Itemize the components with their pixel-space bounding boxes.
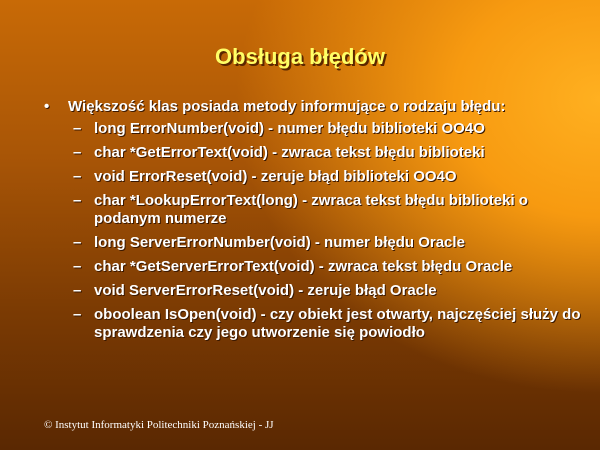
dash-icon: – [73, 282, 82, 299]
dash-icon: – [73, 168, 82, 185]
list-item [73, 282, 584, 300]
list-item [73, 168, 584, 186]
copyright-footer: © Instytut Informatyki Politechniki Poznańskiej - JJ [44, 419, 274, 431]
dash-icon: – [73, 144, 82, 161]
dash-icon: – [73, 258, 82, 275]
list-item [73, 144, 584, 162]
list-item [73, 192, 584, 228]
dash-icon: – [73, 234, 82, 251]
list-item-text: void ErrorReset(void) - zeruje błąd biblioteki OO4O [94, 168, 457, 185]
main-bullet [44, 97, 584, 116]
dash-icon: – [73, 120, 82, 137]
list-item [73, 258, 584, 276]
dash-icon: – [73, 192, 82, 209]
list-item-text: char *GetErrorText(void) - zwraca tekst błędu biblioteki [94, 144, 485, 161]
slide-content [44, 97, 584, 348]
main-bullet-text: Większość klas posiada metody informujące o rodzaju błędu: [68, 98, 506, 115]
list-item [73, 234, 584, 252]
list-item-text: oboolean IsOpen(void) - czy obiekt jest otwarty, najczęściej służy do sprawdzenia czy jego utworzenie się powiodło [94, 306, 581, 341]
list-item-text: char *GetServerErrorText(void) - zwraca tekst błędu Oracle [94, 258, 513, 275]
bullet-icon: • [44, 98, 50, 115]
list-item [73, 306, 584, 342]
list-item-text: long ServerErrorNumber(void) - numer błędu Oracle [94, 234, 465, 251]
list-item-text: long ErrorNumber(void) - numer błędu biblioteki OO4O [94, 120, 485, 137]
dash-icon: – [73, 306, 82, 323]
list-item-text: char *LookupErrorText(long) - zwraca tekst błędu biblioteki o podanym numerze [94, 192, 528, 227]
method-list [73, 120, 584, 342]
list-item-text: void ServerErrorReset(void) - zeruje błąd Oracle [94, 282, 437, 299]
slide-title: Obsługa błędów [215, 44, 385, 69]
list-item [73, 120, 584, 138]
